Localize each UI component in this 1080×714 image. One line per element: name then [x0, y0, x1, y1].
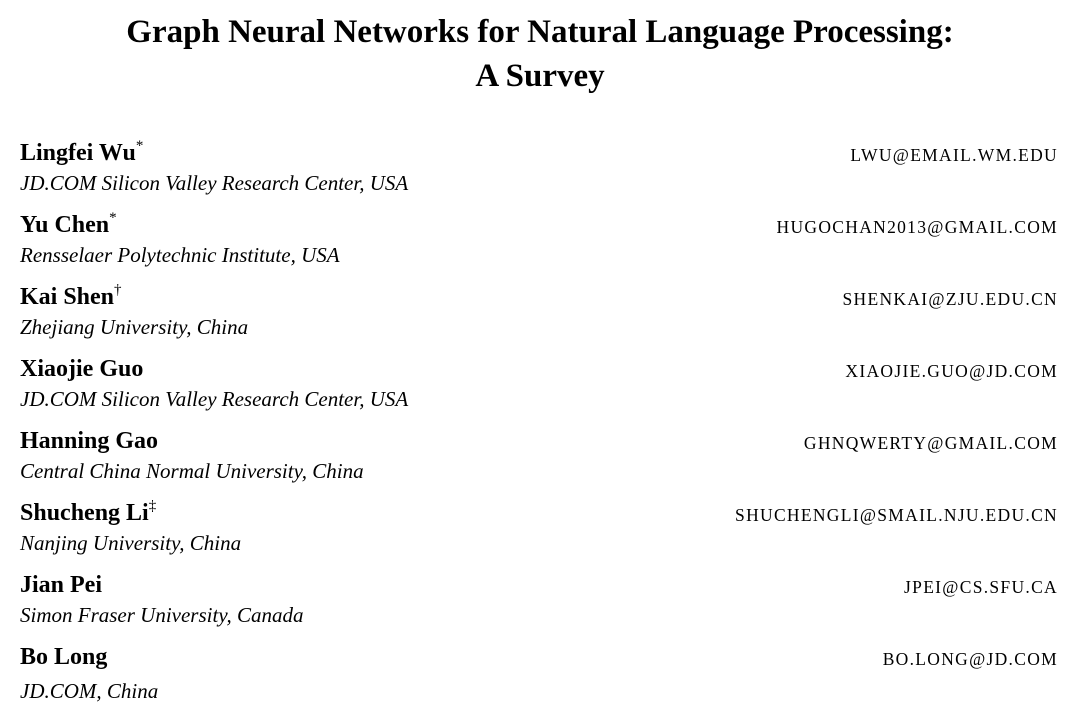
author-affiliation: Rensselaer Polytechnic Institute, USA: [20, 243, 340, 267]
author-email[interactable]: LWU@EMAIL.WM.EDU: [850, 145, 1058, 165]
author-email[interactable]: XIAOJIE.GUO@JD.COM: [845, 361, 1058, 381]
author-footnote-mark: ‡: [148, 498, 157, 514]
author-entry: [20, 210, 1060, 282]
author-footnote-mark: †: [114, 282, 122, 298]
author-email[interactable]: JPEI@CS.SFU.CA: [904, 577, 1058, 597]
author-email[interactable]: GHNQWERTY@GMAIL.COM: [803, 433, 1058, 453]
author-name: Lingfei Wu*: [20, 138, 144, 166]
author-affiliation: JD.COM Silicon Valley Research Center, USA: [20, 171, 409, 195]
author-entry: [20, 426, 1060, 498]
author-affiliation: Zhejiang University, China: [20, 315, 249, 339]
author-email[interactable]: SHUCHENGLI@SMAIL.NJU.EDU.CN: [735, 505, 1058, 525]
author-email[interactable]: BO.LONG@JD.COM: [882, 649, 1058, 669]
author-footnote-mark: *: [135, 138, 144, 154]
author-entry: [20, 642, 1060, 714]
author-affiliation: JD.COM Silicon Valley Research Center, USA: [20, 387, 409, 411]
author-email[interactable]: HUGOCHAN2013@GMAIL.COM: [776, 217, 1058, 237]
author-entry: [20, 354, 1060, 426]
author-affiliation: Nanjing University, China: [20, 531, 242, 555]
author-footnote-mark: *: [109, 210, 117, 226]
author-entry: [20, 570, 1060, 642]
author-affiliation: JD.COM, China: [20, 679, 159, 703]
author-email[interactable]: SHENKAI@ZJU.EDU.CN: [842, 289, 1058, 309]
author-affiliation: Central China Normal University, China: [20, 459, 364, 483]
author-name: Hanning Gao: [20, 428, 159, 454]
author-list: [20, 138, 1060, 714]
author-name: Bo Long: [20, 644, 108, 670]
author-entry: [20, 498, 1060, 570]
author-name: Jian Pei: [20, 572, 102, 598]
author-entry: [20, 138, 1060, 210]
author-name: Shucheng Li‡: [20, 498, 157, 526]
author-name: Xiaojie Guo: [20, 356, 144, 382]
paper-title-line-2: A Survey: [475, 58, 605, 94]
paper-title-line-1: Graph Neural Networks for Natural Language Processing:: [126, 14, 954, 50]
author-affiliation: Simon Fraser University, Canada: [20, 603, 304, 627]
author-entry: [20, 282, 1060, 354]
author-name: Yu Chen*: [20, 210, 117, 238]
author-name: Kai Shen†: [20, 282, 122, 310]
paper-title: [0, 10, 1080, 98]
